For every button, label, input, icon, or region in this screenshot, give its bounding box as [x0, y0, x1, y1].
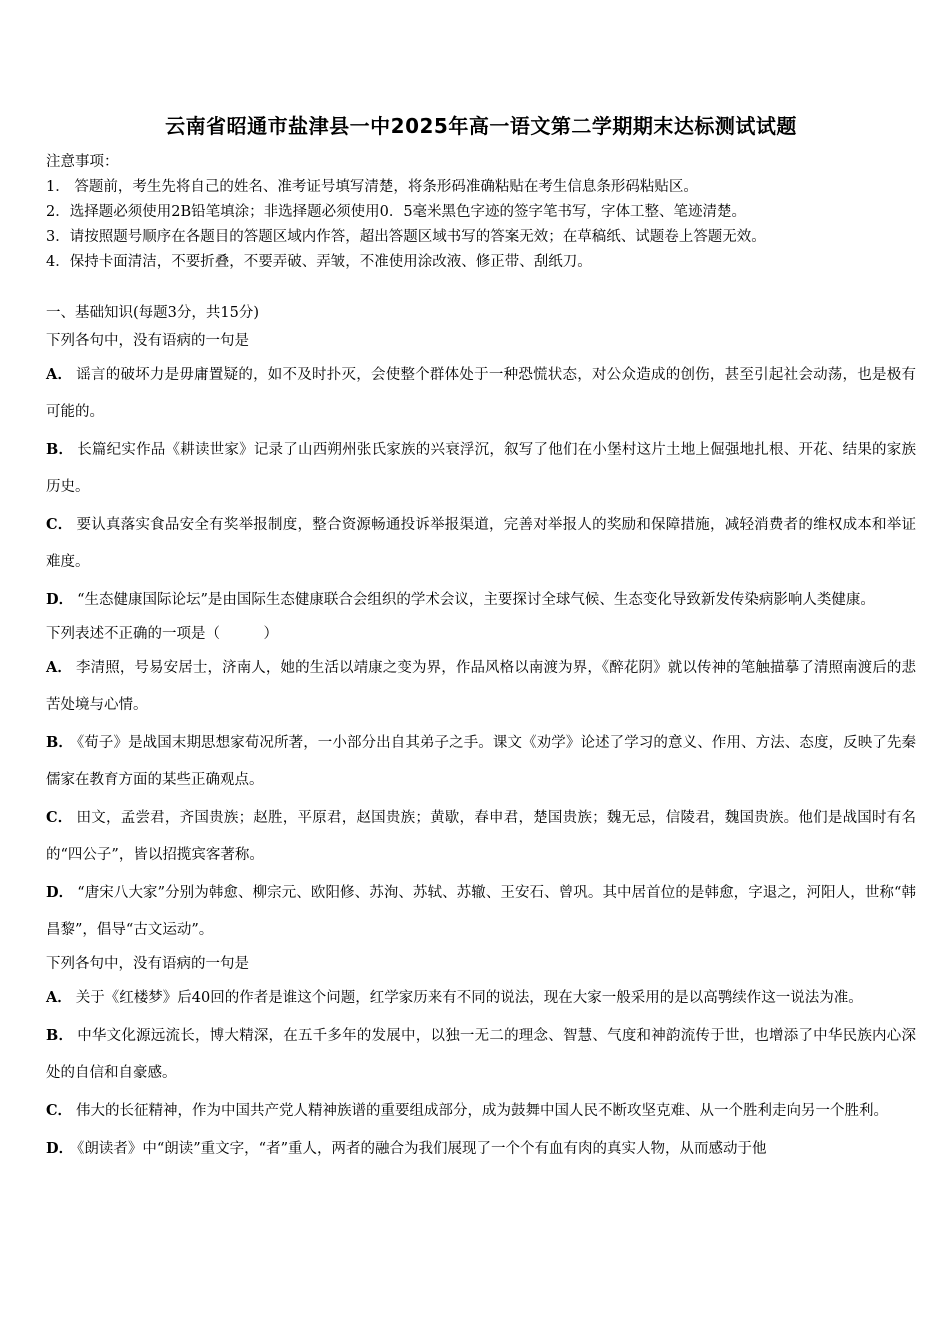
option-c: [46, 506, 916, 581]
notice-item: 2．选择题必须使用2B铅笔填涂；非选择题必须使用0．5毫米黑色字迹的签字笔书写，字体工整、笔迹清楚。: [46, 204, 747, 220]
option-letter: A．: [46, 659, 72, 676]
question-1: [46, 326, 916, 619]
option-text: 中华文化源远流长，博大精深，在五千多年的发展中，以独一无二的理念、智慧、气度和神韵流传于世，也增添了中华民族内心深处的自信和自豪感。: [46, 1028, 916, 1081]
option-letter: B．: [46, 1027, 74, 1044]
notice-heading: 注意事项：: [46, 154, 119, 170]
option-b: [46, 1017, 916, 1092]
option-a: [46, 649, 916, 724]
option-text: 《朗读者》中“朗读”重文字，“者”重人，两者的融合为我们展现了一个个有血有肉的真实人物，从而感动于他: [77, 1141, 767, 1157]
question-stem: 下列表述不正确的一项是（ ）: [46, 626, 278, 642]
option-letter: C．: [46, 809, 73, 826]
option-text: 伟大的长征精神，作为中国共产党人精神族谱的重要组成部分，成为鼓舞中国人民不断攻坚克难、从一个胜利走向另一个胜利。: [76, 1103, 889, 1119]
option-text: 关于《红楼梦》后40回的作者是谁这个问题，红学家历来有不同的说法，现在大家一般采用的是以高鹗续作这一说法为准。: [75, 990, 863, 1006]
question-3: [46, 949, 916, 1168]
question-stem: 下列各句中，没有语病的一句是: [46, 956, 249, 972]
option-c: [46, 799, 916, 874]
option-text: 田文，孟尝君，齐国贵族；赵胜，平原君，赵国贵族；黄歇，春申君，楚国贵族；魏无忌，信陵君，魏国贵族。他们是战国时有名的“四公子”，皆以招揽宾客著称。: [46, 810, 916, 863]
option-text: 要认真落实食品安全有奖举报制度，整合资源畅通投诉举报渠道，完善对举报人的奖励和保障措施，减轻消费者的维权成本和举证难度。: [46, 517, 916, 570]
option-c: [46, 1092, 916, 1130]
option-text: 《荀子》是战国末期思想家荀况所著，一小部分出自其弟子之手。课文《劝学》论述了学习的意义、作用、方法、态度，反映了先秦儒家在教育方面的某些正确观点。: [46, 735, 916, 788]
option-letter: D．: [46, 884, 74, 901]
option-d: [46, 874, 916, 949]
notice-item: 3．请按照题号顺序在各题目的答题区域内作答，超出答题区域书写的答案无效；在草稿纸、试题卷上答题无效。: [46, 229, 766, 245]
option-d: [46, 581, 916, 619]
option-text: “唐宋八大家”分别为韩愈、柳宗元、欧阳修、苏洵、苏轼、苏辙、王安石、曾巩。其中居首位的是韩愈，字退之，河阳人，世称“韩昌黎”，倡导“古文运动”。: [46, 885, 916, 938]
question-stem: 下列各句中，没有语病的一句是: [46, 333, 249, 349]
option-text: 长篇纪实作品《耕读世家》记录了山西朔州张氏家族的兴衰浮沉，叙写了他们在小堡村这片土地上倔强地扎根、开花、结果的家族历史。: [46, 442, 916, 495]
option-a: [46, 979, 916, 1017]
option-letter: D．: [46, 1140, 74, 1157]
option-letter: C．: [46, 1102, 73, 1119]
option-text: 李清照，号易安居士，济南人，她的生活以靖康之变为界，作品风格以南渡为界，《醉花阴》就以传神的笔触描摹了清照南渡后的悲苦处境与心情。: [46, 660, 916, 713]
option-letter: C．: [46, 516, 73, 533]
notice-item: 4．保持卡面清洁，不要折叠，不要弄破、弄皱，不准使用涂改液、修正带、刮纸刀。: [46, 254, 592, 270]
exam-page: [46, 108, 916, 1168]
option-d: [46, 1130, 916, 1168]
option-b: [46, 724, 916, 799]
question-2: [46, 619, 916, 949]
section-title: 一、基础知识(每题3分，共15分): [46, 305, 259, 321]
option-letter: A．: [46, 989, 72, 1006]
option-text: 谣言的破坏力是毋庸置疑的，如不及时扑灭，会使整个群体处于一种恐慌状态，对公众造成的创伤，甚至引起社会动荡，也是极有可能的。: [46, 367, 916, 420]
option-text: “生态健康国际论坛”是由国际生态健康联合会组织的学术会议，主要探讨全球气候、生态变化导致新发传染病影响人类健康。: [77, 592, 875, 608]
option-letter: B．: [46, 734, 73, 751]
option-letter: B．: [46, 441, 74, 458]
page-title: 云南省昭通市盐津县一中2025年高一语文第二学期期末达标测试试题: [165, 114, 797, 138]
option-a: [46, 356, 916, 431]
option-b: [46, 431, 916, 506]
notice-block: [46, 150, 916, 275]
notice-item: 1． 答题前，考生先将自己的姓名、准考证号填写清楚，将条形码准确粘贴在考生信息条形码粘贴区。: [46, 179, 698, 195]
option-letter: A．: [46, 366, 73, 383]
option-letter: D．: [46, 591, 74, 608]
